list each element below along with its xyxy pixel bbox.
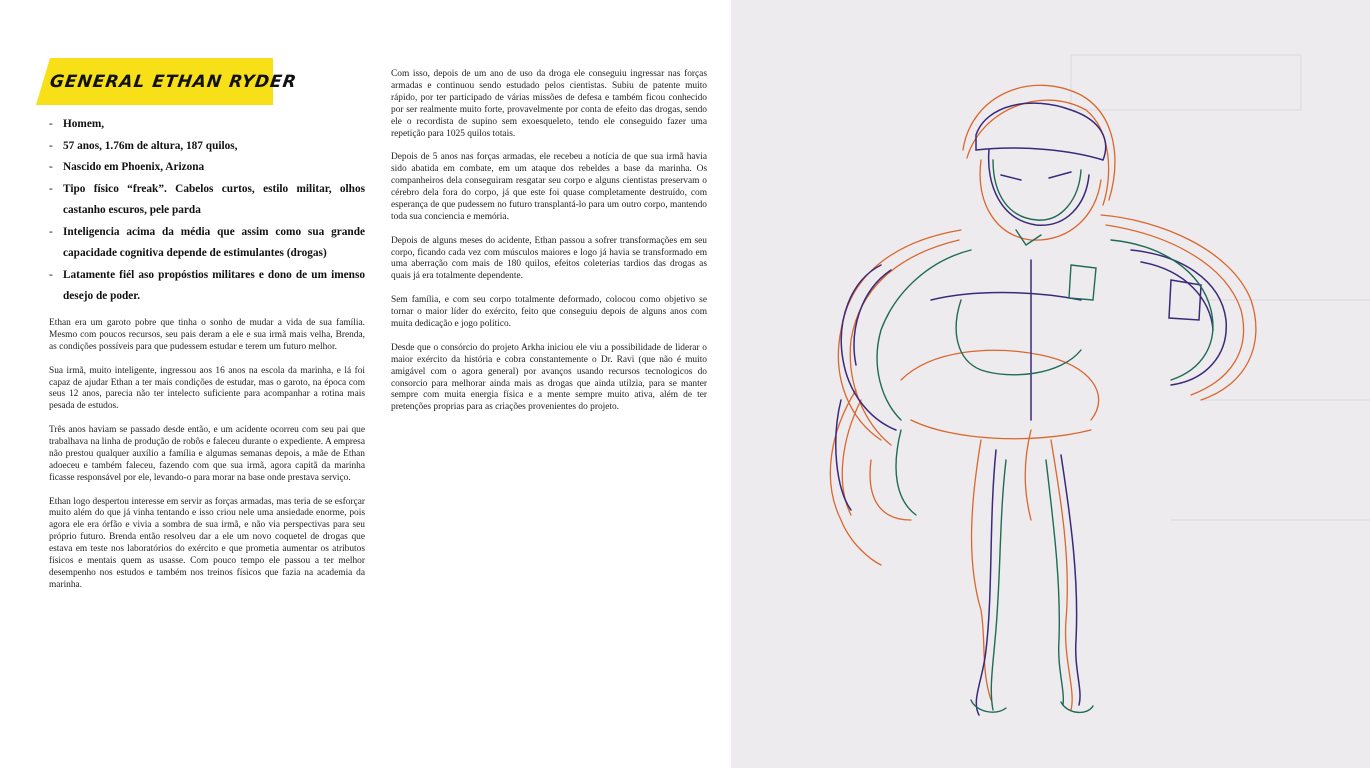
story-paragraph: Depois de alguns meses do acidente, Ethan passou a sofrer transformações em seu corpo, ficando cada vez com músculos maiores e logo já havia se transformado em uma aberração com mais de 180 quilos, efeitos coleterias tardios das drogas as quais já era totalmente dependente. (391, 235, 707, 282)
trait-item: - 57 anos, 1.76m de altura, 187 quilos, (49, 136, 365, 158)
trait-item: - Tipo físico “freak”. Cabelos curtos, estilo militar, olhos castanho escuros, pele parda (49, 179, 365, 222)
trait-item: - Inteligencia acima da média que assim como sua grande capacidade cognitiva depende de estimulantes (drogas) (49, 222, 365, 265)
sketch-purple-strokes (836, 103, 1226, 715)
trait-item: - Homem, (49, 114, 365, 136)
story-paragraph: Sua irmã, muito inteligente, ingressou aos 16 anos na escola da marinha, e lá foi capaz de ajudar Ethan a ter mais condições de estudar, mas o garoto, na época com seus 12 anos, parecia não ter intelecto suficiente para acompanhar a rotina mais pesada de estudos. (49, 365, 365, 412)
story-column-right (391, 69, 707, 426)
character-sketch-panel (731, 0, 1370, 768)
trait-item: - Latamente fiél aso propóstios militares e dono de um imenso desejo de poder. (49, 265, 365, 308)
page-title: GENERAL ETHAN RYDER (48, 72, 299, 92)
character-traits-list (49, 114, 365, 308)
story-paragraph: Com isso, depois de um ano de uso da droga ele conseguiu ingressar nas forças armadas e continuou sendo estudado pelos cientistas. Subiu de patente muito rápido, por ter participado de várias missões de defesa e também ficou conhecido por ser realmente muito forte, provavelmente por conta de efeito das drogas, sendo ele o recordista de supino sem exoesqueleto, tendo ele conseguido fazer uma repetição para 1025 quilos totais. (391, 69, 707, 139)
paper-bleed-marks (1071, 55, 1370, 520)
sketch-orange-strokes (830, 85, 1256, 710)
story-paragraph: Depois de 5 anos nas forças armadas, ele recebeu a notícia de que sua irmã havia sido abatida em combate, em um ataque dos rebeldes a base da marinha. Os companheiros dela conseguiram resgatar seu corpo e alguns cientistas preservam o cérebro dela fora do corpo, já que este foi quase completamente destruído, com esperança de que pudessem no futuro transplantá-lo para um outro corpo, mantendo toda sua conciencia e memória. (391, 152, 707, 222)
story-paragraph: Ethan logo despertou interesse em servir as forças armadas, mas teria de se esforçar muito além do que já vinha tentando e isso criou nele uma ansiedade enorme, pois agora ele era órfão e vivia a sombra de sua irmã, e não via perspectivas para seu próprio futuro. Brenda então resolveu dar a ele um novo coquetel de drogas que estava em teste nos laboratórios do exército e que prometia aumentar os atributos físicos e mentais quem as usasse. Com pouco tempo ele passou a ter melhor desempenho nos estudos e também nos treinos físicos que fazia na academia da marinha. (49, 496, 365, 590)
story-paragraph: Ethan era um garoto pobre que tinha o sonho de mudar a vida de sua família. Mesmo com poucos recursos, seu pais deram a ele e sua irmã mais velha, Brenda, as condições possíveis para que pudessem estudar e terem um futuro melhor. (49, 318, 365, 352)
trait-item: - Nascido em Phoenix, Arizona (49, 157, 365, 179)
sketch-green-strokes (877, 160, 1213, 712)
character-sketch-illustration (731, 0, 1370, 768)
story-paragraph: Desde que o consórcio do projeto Arkha iniciou ele viu a possibilidade de liderar o maior exército da história e cobra constantemente o Dr. Ravi (que não é muito amigável com o agora general) por avanços usando recursos tecnologicos do consorcio para melhorar ainda mais as drogas que ainda utilzia, para se manter sempre com muita energia física e a mente sempre muito ativa, além de ter pretenções proprias para as criações provenientes do projeto. (391, 342, 707, 413)
story-paragraph: Sem família, e com seu corpo totalmente deformado, colocou como objetivo se tornar o maior líder do exército, feito que conseguiu depois de alguns anos com muita dedicação e jogo político. (391, 295, 707, 329)
story-column-left (49, 318, 365, 604)
story-paragraph: Três anos haviam se passado desde então, e um acidente ocorreu com seu pai que trabalhava na linha de produção de robôs e faleceu durante o expediente. A empresa não prestou qualquer auxílio a família e algumas semanas depois, a mãe de Ethan adoeceu e também faleceu, fazendo com que sua irmã, agora capitã da marinha ficasse responsável por ele, levando-o para morar na base onde prestava serviço. (49, 425, 365, 483)
